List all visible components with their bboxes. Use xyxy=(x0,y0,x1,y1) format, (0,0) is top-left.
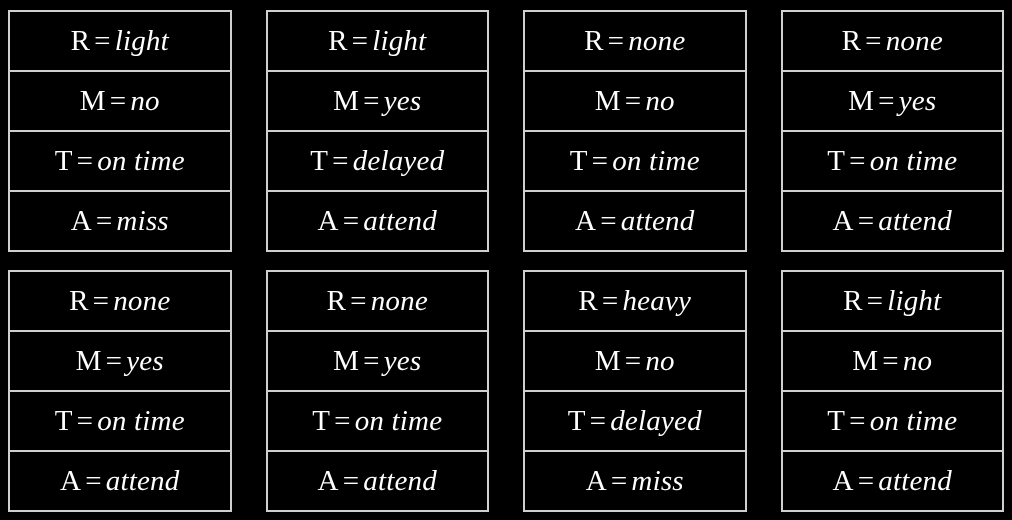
attribute-name: M xyxy=(852,344,879,377)
attribute-row-A xyxy=(10,452,230,510)
attribute-value: yes xyxy=(126,344,164,377)
attribute-row-A xyxy=(783,452,1003,510)
attribute-row-T xyxy=(783,132,1003,192)
attribute-value: yes xyxy=(383,84,422,117)
attribute-name: M xyxy=(333,84,360,117)
equals-sign: = xyxy=(624,344,642,377)
attribute-value: none xyxy=(113,284,171,317)
attribute-value: yes xyxy=(383,344,422,377)
attribute-row-R xyxy=(783,12,1003,72)
attribute-value: none xyxy=(370,284,428,317)
equals-sign: = xyxy=(601,284,619,317)
equals-sign: = xyxy=(85,464,102,497)
equals-sign: = xyxy=(94,24,111,57)
equals-sign: = xyxy=(342,204,360,237)
instance-card xyxy=(523,270,747,512)
equals-sign: = xyxy=(334,404,351,437)
equals-sign: = xyxy=(95,204,113,237)
attribute-value: yes xyxy=(898,84,937,117)
attribute-name: T xyxy=(827,404,846,437)
attribute-row-M xyxy=(10,332,230,392)
instance-card xyxy=(781,10,1005,252)
attribute-value: attend xyxy=(363,204,437,237)
attribute-value: attend xyxy=(878,464,952,497)
equals-sign: = xyxy=(610,464,628,497)
equals-sign: = xyxy=(591,144,609,177)
attribute-name: R xyxy=(328,24,348,57)
attribute-name: T xyxy=(567,404,586,437)
equals-sign: = xyxy=(866,284,884,317)
attribute-name: A xyxy=(575,204,597,237)
attribute-name: M xyxy=(594,344,621,377)
attribute-row-T xyxy=(10,392,230,452)
equals-sign: = xyxy=(849,404,866,437)
attribute-value: no xyxy=(130,84,160,117)
equals-sign: = xyxy=(105,344,123,377)
attribute-name: R xyxy=(584,24,604,57)
attribute-name: R xyxy=(326,284,347,317)
attribute-name: T xyxy=(54,144,73,177)
instance-card xyxy=(781,270,1005,512)
attribute-value: light xyxy=(114,24,169,57)
attribute-name: R xyxy=(841,24,862,57)
equals-sign: = xyxy=(849,144,866,177)
attribute-row-M xyxy=(268,72,488,132)
attribute-row-T xyxy=(525,392,745,452)
attribute-row-R xyxy=(525,12,745,72)
attribute-value: on time xyxy=(97,144,185,177)
attribute-value: on time xyxy=(869,404,958,437)
attribute-value: no xyxy=(645,344,675,377)
attribute-value: heavy xyxy=(622,284,692,317)
attribute-name: A xyxy=(317,464,339,497)
attribute-row-T xyxy=(525,132,745,192)
attribute-name: T xyxy=(827,144,846,177)
attribute-value: light xyxy=(372,24,427,57)
attribute-name: A xyxy=(832,204,854,237)
attribute-row-R xyxy=(10,272,230,332)
attribute-name: T xyxy=(310,144,329,177)
attribute-name: A xyxy=(832,464,854,497)
attribute-value: attend xyxy=(878,204,952,237)
attribute-name: T xyxy=(312,404,331,437)
attribute-row-A xyxy=(783,192,1003,250)
attribute-name: A xyxy=(585,464,607,497)
attribute-name: T xyxy=(569,144,588,177)
attribute-name: T xyxy=(54,404,73,437)
attribute-value: delayed xyxy=(610,404,702,437)
attribute-row-A xyxy=(268,192,488,250)
equals-sign: = xyxy=(882,344,899,377)
equals-sign: = xyxy=(607,24,625,57)
attribute-row-M xyxy=(783,332,1003,392)
attribute-name: M xyxy=(75,344,102,377)
attribute-value: attend xyxy=(363,464,437,497)
instance-card xyxy=(8,10,232,252)
attribute-value: miss xyxy=(116,204,169,237)
equals-sign: = xyxy=(363,84,380,117)
attribute-value: on time xyxy=(97,404,185,437)
attribute-value: no xyxy=(902,344,933,377)
instance-card xyxy=(266,270,490,512)
equals-sign: = xyxy=(342,464,360,497)
attribute-row-R xyxy=(525,272,745,332)
attribute-row-A xyxy=(10,192,230,250)
equals-sign: = xyxy=(865,24,882,57)
attribute-name: A xyxy=(60,464,82,497)
equals-sign: = xyxy=(76,144,94,177)
attribute-row-T xyxy=(10,132,230,192)
instance-card xyxy=(8,270,232,512)
attribute-name: R xyxy=(70,24,91,57)
attribute-value: delayed xyxy=(352,144,445,177)
attribute-value: none xyxy=(628,24,686,57)
equals-sign: = xyxy=(624,84,642,117)
instance-card xyxy=(523,10,747,252)
equals-sign: = xyxy=(351,24,369,57)
attribute-row-M xyxy=(525,332,745,392)
attribute-value: on time xyxy=(869,144,958,177)
equals-sign: = xyxy=(76,404,94,437)
equals-sign: = xyxy=(332,144,349,177)
attribute-row-M xyxy=(268,332,488,392)
attribute-row-T xyxy=(783,392,1003,452)
equals-sign: = xyxy=(878,84,895,117)
attribute-value: on time xyxy=(612,144,700,177)
instance-card xyxy=(266,10,490,252)
equals-sign: = xyxy=(350,284,367,317)
attribute-row-T xyxy=(268,392,488,452)
attribute-value: attend xyxy=(105,464,180,497)
attribute-name: M xyxy=(79,84,106,117)
attribute-name: A xyxy=(70,204,92,237)
equals-sign: = xyxy=(857,464,875,497)
attribute-row-R xyxy=(783,272,1003,332)
attribute-value: miss xyxy=(631,464,684,497)
attribute-row-A xyxy=(525,452,745,510)
equals-sign: = xyxy=(589,404,607,437)
attribute-row-A xyxy=(525,192,745,250)
attribute-row-R xyxy=(268,272,488,332)
attribute-value: attend xyxy=(620,204,695,237)
attribute-name: M xyxy=(848,84,875,117)
attribute-row-M xyxy=(783,72,1003,132)
attribute-name: R xyxy=(843,284,863,317)
attribute-value: on time xyxy=(354,404,443,437)
attribute-name: M xyxy=(333,344,360,377)
equals-sign: = xyxy=(857,204,875,237)
equals-sign: = xyxy=(109,84,127,117)
attribute-row-A xyxy=(268,452,488,510)
equals-sign: = xyxy=(363,344,380,377)
equals-sign: = xyxy=(92,284,110,317)
attribute-name: A xyxy=(317,204,339,237)
attribute-row-T xyxy=(268,132,488,192)
attribute-name: R xyxy=(69,284,89,317)
attribute-value: no xyxy=(645,84,675,117)
attribute-value: none xyxy=(885,24,943,57)
attribute-value: light xyxy=(887,284,942,317)
attribute-name: M xyxy=(594,84,621,117)
attribute-name: R xyxy=(578,284,598,317)
attribute-row-M xyxy=(525,72,745,132)
attribute-row-R xyxy=(268,12,488,72)
attribute-row-R xyxy=(10,12,230,72)
attribute-row-M xyxy=(10,72,230,132)
equals-sign: = xyxy=(600,204,617,237)
